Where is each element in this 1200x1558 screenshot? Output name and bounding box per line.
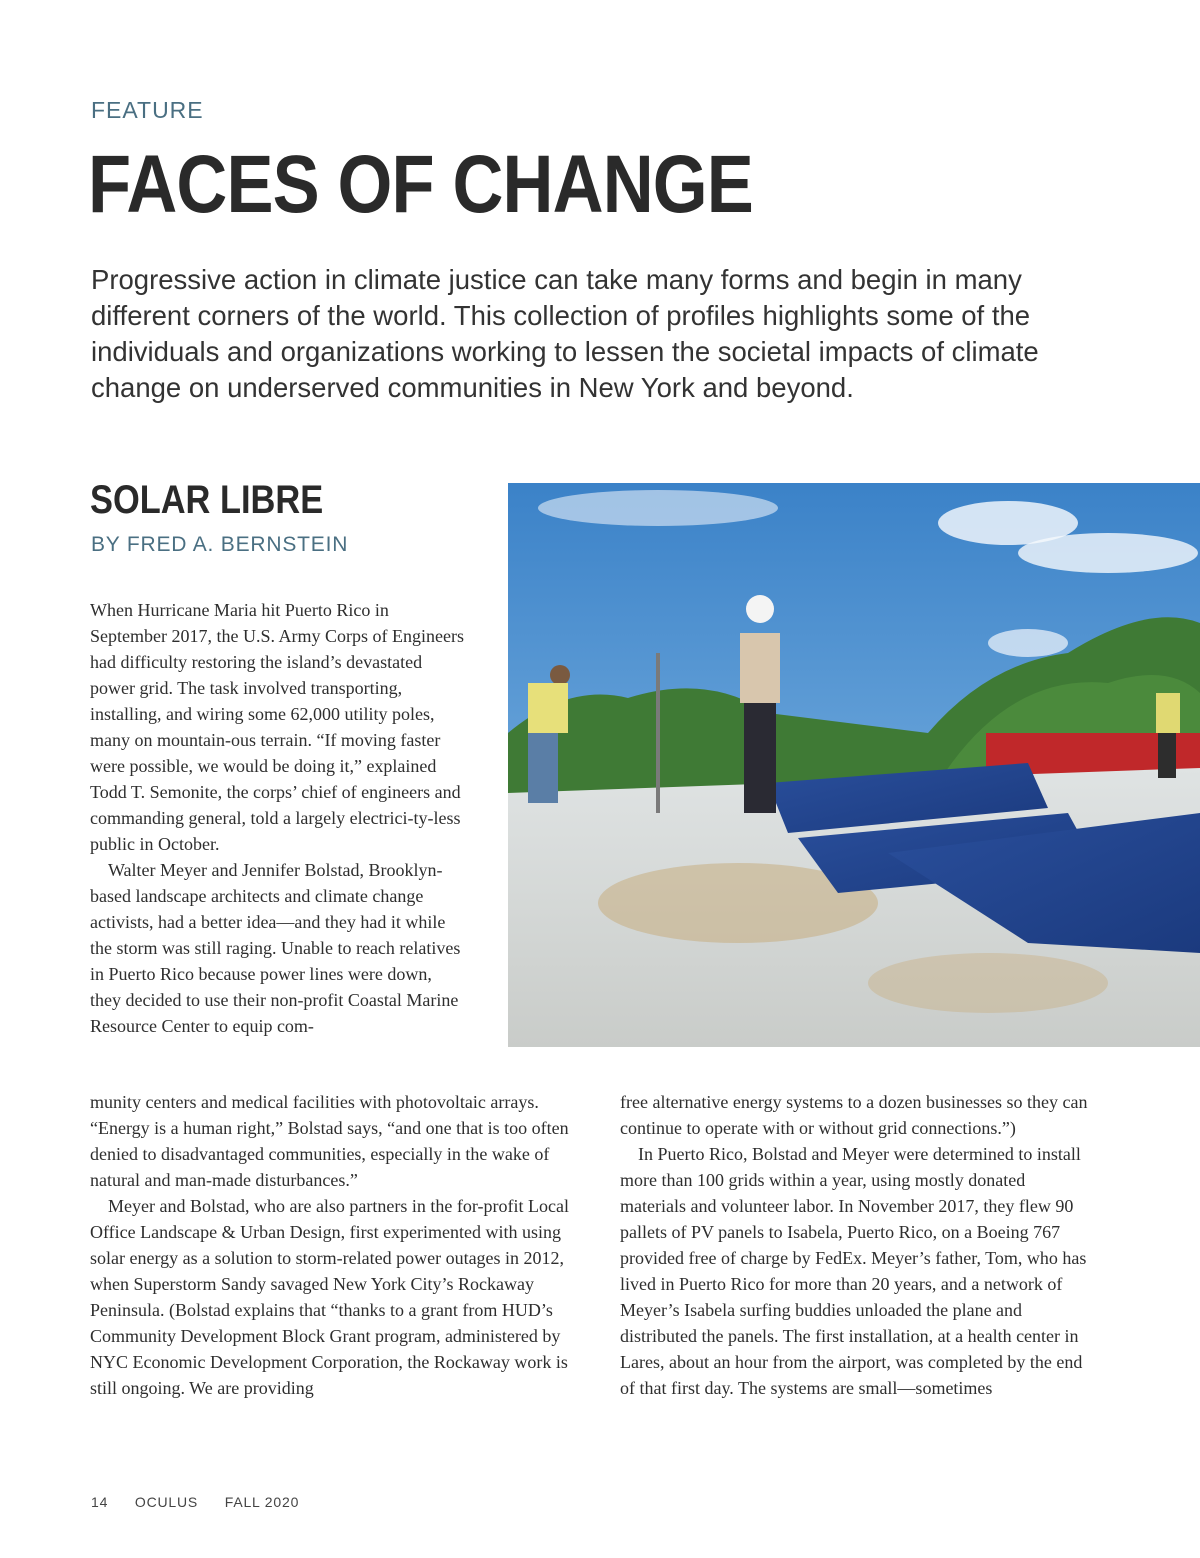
page-footer [91,1494,321,1510]
article-headline: SOLAR LIBRE [90,478,324,522]
paragraph: munity centers and medical facilities with photovoltaic arrays. “Energy is a human right,” Bolstad says, “and one that is too often denied to disadvantaged communities, especially in the wake of natural and man-made disturbances.” [90,1092,569,1190]
paragraph: When Hurricane Maria hit Puerto Rico in September 2017, the U.S. Army Corps of Engineers had difficulty restoring the island’s devastated power grid. The task involved transporting, installing, and wiring some 62,000 utility poles, many on mountain-ous terrain. “If moving faster were possible, we would be doing it,” explained Todd T. Semonite, the corps’ chief of engineers and commanding general, told a largely electrici-ty-less public in October. [90,600,464,854]
section-label: FEATURE [91,97,204,123]
column-1-bottom [90,1089,572,1401]
issue-date: FALL 2020 [224,1494,300,1510]
paragraph: In Puerto Rico, Bolstad and Meyer were determined to install more than 100 grids within a year, using mostly donated materials and volunteer labor. In November 2017, they flew 90 pallets of PV panels to Isabela, Puerto Rico, on a Boeing 767 provided free of charge by FedEx. Meyer’s father, Tom, who has lived in Puerto Rico for more than 20 years, and a network of Meyer’s Isabela surfing buddies unloaded the plane and distributed the panels. The first installation, at a health center in Lares, about an hour from the airport, was completed by the end of that first day. The systems are small—sometimes [620,1144,1087,1398]
paragraph: free alternative energy systems to a dozen businesses so they can continue to operate with or without grid connections.”) [620,1092,1088,1138]
column-1-top [90,597,465,1039]
article-byline: BY FRED A. BERNSTEIN [91,533,349,556]
paragraph: Meyer and Bolstad, who are also partners in the for-profit Local Office Landscape & Urban Design, first experimented with using solar energy as a solution to storm-related power outages in 2012, when Superstorm Sandy savaged New York City’s Rockaway Peninsula. (Bolstad explains that “thanks to a grant from HUD’s Community Development Block Grant program, administered by NYC Economic Development Corporation, the Rockaway work is still ongoing. We are providing [90,1196,569,1398]
article-photo [508,483,1200,1047]
page-title: FACES OF CHANGE [88,139,753,230]
publication-name: OCULUS [134,1494,199,1510]
intro-paragraph: Progressive action in climate justice can take many forms and begin in many different corners of the world. This collection of profiles highlights some of the individuals and organizations working to lessen the societal impacts of climate change on underserved communities in New York and beyond. [91,264,1039,403]
column-2 [620,1089,1090,1401]
paragraph: Walter Meyer and Jennifer Bolstad, Brooklyn-based landscape architects and climate change activists, had a better idea—and they had it while the storm was still raging. Unable to reach relatives in Puerto Rico because power lines were down, they decided to use their non-profit Coastal Marine Resource Center to equip com- [90,860,461,1036]
page-number: 14 [91,1494,109,1510]
